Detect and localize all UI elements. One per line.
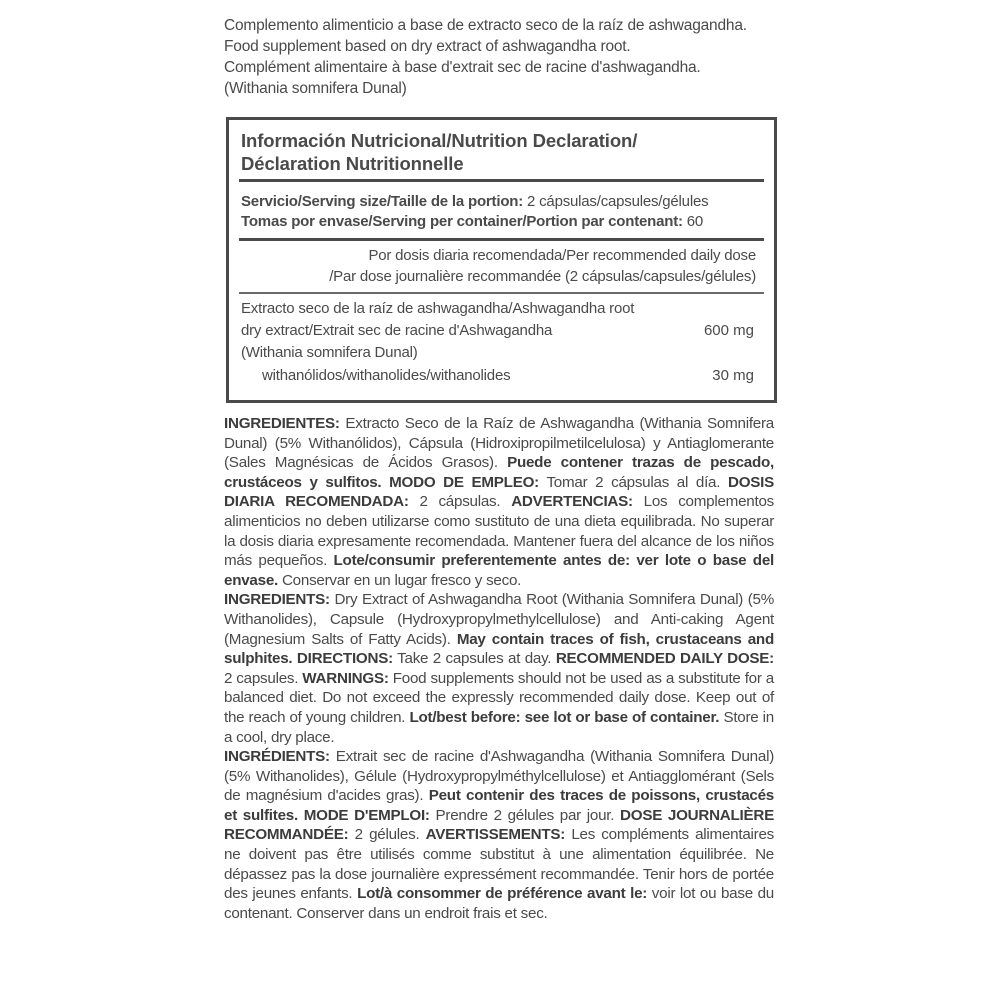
nutrition-panel (226, 117, 777, 403)
fr-warnings-text: Les compléments alimentaires ne doivent pas être utilisés comme substitut à une alimentation équilibrée. Ne dépassez pas la dose journalière expressément recommandée. Tenir hors de portée des jeunes enfants. (224, 826, 774, 903)
fr-dose-label: DOSE JOURNALIÈRE RECOMMANDÉE: (224, 806, 774, 844)
row-extract-amount: 600 mg (703, 322, 754, 339)
fr-dose-text: 2 gélules. (348, 826, 426, 844)
daily-dose-header-line1: Por dosis diaria recomendada/Per recommended daily dose (368, 247, 756, 264)
divider-thick (239, 179, 764, 182)
servings-per-container-label: Tomas por envase/Serving per container/Portion par contenant: (241, 213, 683, 230)
servings-per-container-row (241, 212, 771, 232)
fr-lot: Lot/à consommer de préférence avant le: (357, 885, 648, 903)
es-dose-label: DOSIS DIARIA RECOMENDADA: (224, 473, 774, 511)
serving-size-label: Servicio/Serving size/Taille de la portion: (241, 193, 524, 210)
daily-dose-header-line2: /Par dose journalière recommandée (2 cápsulas/capsules/gélules) (329, 268, 756, 285)
description-french: Complément alimentaire à base d'extrait sec de racine d'ashwagandha. (224, 59, 701, 76)
divider-thin (239, 292, 764, 294)
description-spanish: Complemento alimenticio a base de extracto seco de la raíz de ashwagandha. (224, 17, 747, 34)
en-dose-label: RECOMMENDED DAILY DOSE: (555, 650, 774, 668)
es-storage: Conservar en un lugar fresco y seco. (277, 571, 522, 589)
servings-per-container-value: 60 (682, 213, 704, 230)
spanish-section (224, 414, 774, 590)
fr-ingredients-text: Extrait sec de racine d'Ashwagandha (Withania Somnifera Dunal) (5% Withanolides), Gélule (Hydroxypropylméthylcellulose) et Antiagglomérant (Sels de magnésium d'acides gras). (224, 748, 774, 805)
nutrition-title (241, 129, 771, 175)
english-section (224, 590, 774, 747)
description-english: Food supplement based on dry extract of ashwagandha root. (224, 38, 631, 55)
row-extract-name-line2: dry extract/Extrait sec de racine d'Ashwagandha (241, 322, 553, 339)
es-warnings-text: Los complementos alimenticios no deben utilizarse como sustituto de una dieta equilibrada. No superar la dosis diaria expresamente recomendada. Mantener fuera del alcance de los niños más pequeños. (224, 493, 774, 570)
daily-dose-header (329, 245, 756, 287)
serving-size-row (241, 192, 771, 212)
fr-lot-text: voir lot ou base du contenant. Conserver dans un endroit frais et sec. (224, 885, 774, 922)
row-withanolides-name: withanólidos/withanolides/withanolides (262, 367, 511, 384)
nutrition-title-line1: Información Nutricional/Nutrition Declaration/ (241, 130, 638, 151)
en-traces: May contain traces of fish, crustaceans and sulphites. (224, 630, 774, 668)
en-ingredients-label: INGREDIENTS: (224, 591, 330, 609)
en-lot: Lot/best before: see lot or base of container. (409, 708, 720, 726)
en-dose-text: 2 capsules. (224, 669, 303, 687)
es-ingredients-text: Extracto Seco de la Raíz de Ashwagandha (Withania Somnifera Dunal) (5% Withanólidos), Cápsula (Hidroxipropilmetilcelulosa) y Antiaglomerante (Sales Magnésicas de Ácidos Grasos). (224, 415, 774, 472)
description-latin-name: (Withania somnifera Dunal) (224, 80, 407, 97)
row-extract-name-line3: (Withania somnifera Dunal) (241, 344, 418, 361)
es-dose-text: 2 cápsulas. (408, 493, 512, 511)
en-storage: Store in a cool, dry place. (224, 708, 774, 746)
en-directions-label: DIRECTIONS: (292, 650, 393, 668)
fr-directions-label: MODE D'EMPLOI: (297, 806, 430, 824)
french-section (224, 747, 774, 923)
es-ingredients-label: INGREDIENTES: (224, 415, 340, 432)
row-withanolides-amount: 30 mg (712, 367, 754, 384)
fr-warnings-label: AVERTISSEMENTS: (425, 826, 566, 844)
fr-traces: Peut contenir des traces de poissons, crustacés et sulfites. (224, 787, 774, 824)
serving-size-value: 2 cápsulas/capsules/gélules (523, 193, 709, 210)
es-directions-text: Tomar 2 cápsulas al día. (538, 473, 728, 491)
es-warnings-label: ADVERTENCIAS: (511, 493, 633, 511)
nutrition-title-line2: Déclaration Nutritionnelle (241, 153, 464, 174)
en-warnings-text: Food supplements should not be used as a substitute for a balanced diet. Do not exceed the expressly recommended daily dose. Keep out of the reach of young children. (224, 669, 774, 726)
label-text (224, 414, 774, 923)
divider-thick (239, 238, 764, 241)
en-warnings-label: WARNINGS: (302, 669, 389, 687)
es-lot: Lote/consumir preferentemente antes de: ver lote o base del envase. (224, 552, 775, 589)
es-directions-label: MODO DE EMPLEO: (381, 473, 539, 491)
fr-directions-text: Prendre 2 gélules par jour. (429, 806, 621, 824)
serving-info (241, 192, 771, 232)
fr-ingredients-label: INGRÉDIENTS: (224, 748, 330, 766)
en-directions-text: Take 2 capsules at day. (392, 650, 556, 668)
en-ingredients-text: Dry Extract of Ashwagandha Root (Withania Somnifera Dunal) (5% Withanolides), Capsule (Hydroxypropylmethylcellulose) and Anti-caking Agent (Magnesium Salts of Fatty Acids). (224, 591, 774, 648)
product-description (224, 15, 784, 99)
es-traces: Puede contener trazas de pescado, crustáceos y sulfitos. (224, 454, 774, 491)
row-extract-name-line1: Extracto seco de la raíz de ashwagandha/Ashwagandha root (241, 300, 635, 317)
